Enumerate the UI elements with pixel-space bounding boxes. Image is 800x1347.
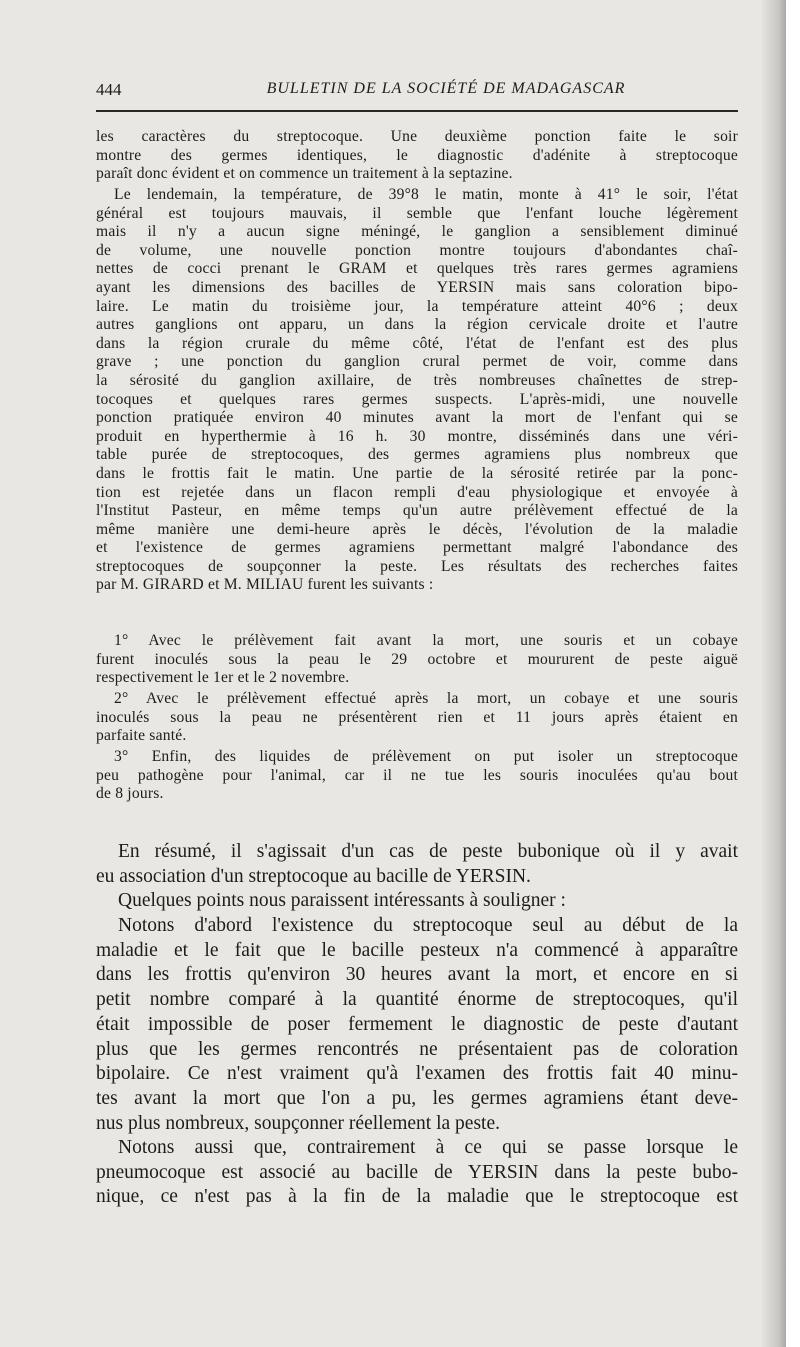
text-line: respectivement le 1er et le 2 novembre. — [96, 669, 350, 687]
text-line: nus plus nombreux, soupçonner réellement la peste. — [96, 1112, 500, 1134]
list-item-result-3 — [96, 748, 738, 804]
text-line: mais il n'y a aucun signe méningé, le ganglion a sensiblement diminué — [96, 223, 738, 241]
paragraph-next-day — [96, 186, 738, 595]
text-line: et l'existence de germes agramiens permettant malgré l'abondance des — [96, 539, 738, 557]
text-line: produit en hyperthermie à 16 h. 30 montre, disséminés dans une véri- — [96, 427, 738, 445]
text-line: ponction pratiquée environ 40 minutes avant la mort de l'enfant qui se — [96, 409, 738, 427]
text-line: tes avant la mort que l'on a pu, les germes agramiens étant deve- — [96, 1087, 738, 1109]
page-header — [96, 80, 736, 106]
text-line: dans les frottis qu'environ 30 heures avant la mort, et encore en si — [96, 964, 738, 986]
text-line: dans la région crurale du même côté, l'état de l'enfant est des plus — [96, 334, 738, 352]
text-line: nique, ce n'est pas à la fin de la maladie que le streptocoque est — [96, 1186, 738, 1208]
list-item-result-1 — [96, 632, 738, 688]
text-line: table purée de streptocoques, des germes agramiens plus nombreux que — [96, 446, 738, 464]
text-line: Notons d'abord l'existence du streptocoque seul au début de la — [118, 915, 738, 936]
text-line: Notons aussi que, contrairement à ce qui se passe lorsque le — [118, 1137, 738, 1158]
paragraph-summary — [96, 840, 738, 889]
text-line: maladie et le fait que le bacille pesteux n'a commencé à apparaître — [96, 939, 738, 961]
paragraph-points — [96, 889, 738, 914]
text-line: pneumocoque est associé au bacille de YERSIN dans la peste bubo- — [96, 1161, 738, 1183]
text-line: grave ; une ponction du ganglion crural permet de voir, comme dans — [96, 353, 738, 371]
text-line: parfaite santé. — [96, 727, 187, 745]
text-line: streptocoques de soupçonner la peste. Les résultats des recherches faites — [96, 557, 738, 575]
running-title: BULLETIN DE LA SOCIÉTÉ DE MADAGASCAR — [266, 80, 626, 97]
text-line: En résumé, il s'agissait d'un cas de peste bubonique où il y avait — [118, 841, 738, 862]
page-edge-shadow — [762, 0, 786, 1347]
text-line: tocoques et quelques rares germes suspects. L'après-midi, une nouvelle — [96, 390, 738, 408]
paragraph-streptococcus-first — [96, 914, 738, 1136]
text-line: de 8 jours. — [96, 785, 164, 803]
text-line: dans le frottis fait le matin. Une partie de la sérosité retirée par la ponc- — [96, 464, 738, 482]
paragraph-case-continued — [96, 128, 738, 184]
header-rule — [96, 110, 738, 112]
text-line: la sérosité du ganglion axillaire, de très nombreuses chaînettes de strep- — [96, 371, 738, 389]
text-line: 3° Enfin, des liquides de prélèvement on put isoler un streptocoque — [114, 748, 738, 765]
text-line: plus que les germes rencontrés ne présentaient pas de coloration — [96, 1038, 738, 1060]
page-number: 444 — [96, 80, 122, 99]
text-line: autres ganglions ont apparu, un dans la région cervicale droite et l'autre — [96, 316, 738, 334]
text-line: était impossible de poser fermement le diagnostic de peste d'autant — [96, 1013, 738, 1035]
text-line: l'Institut Pasteur, en même temps qu'un autre prélèvement effectué de la — [96, 502, 738, 520]
text-line: par M. GIRARD et M. MILIAU furent les suivants : — [96, 576, 434, 594]
text-line: ayant les dimensions des bacilles de YERSIN mais sans coloration bipo- — [96, 278, 738, 296]
text-line: eu association d'un streptocoque au bacille de YERSIN. — [96, 865, 531, 887]
text-line: de volume, une nouvelle ponction montre toujours d'abondantes chaî- — [96, 241, 738, 259]
text-line: général est toujours mauvais, il semble que l'enfant louche légèrement — [96, 204, 738, 222]
text-line: furent inoculés sous la peau le 29 octobre et moururent de peste aiguë — [96, 650, 738, 668]
text-line: montre des germes identiques, le diagnostic d'adénite à streptocoque — [96, 146, 738, 164]
text-line: 2° Avec le prélèvement effectué après la mort, un cobaye et une souris — [114, 690, 738, 707]
list-item-result-2 — [96, 690, 738, 746]
text-line: paraît donc évident et on commence un traitement à la septazine. — [96, 165, 513, 183]
paragraph-pneumococcus — [96, 1136, 738, 1210]
text-line: tion est rejetée dans un flacon rempli d'eau physiologique et envoyée à — [96, 483, 738, 501]
text-line: peu pathogène pour l'animal, car il ne tue les souris inoculées qu'au bout — [96, 766, 738, 784]
text-line: laire. Le matin du troisième jour, la température atteint 40°6 ; deux — [96, 297, 738, 315]
text-line: 1° Avec le prélèvement fait avant la mort, une souris et un cobaye — [114, 632, 738, 649]
text-line: Le lendemain, la température, de 39°8 le matin, monte à 41° le soir, l'état — [114, 186, 738, 203]
text-line: Quelques points nous paraissent intéressants à souligner : — [118, 890, 566, 911]
text-line: bipolaire. Ce n'est vraiment qu'à l'examen des frottis fait 40 minu- — [96, 1063, 738, 1085]
text-line: même manière une demi-heure après le décès, l'évolution de la maladie — [96, 520, 738, 538]
text-line: inoculés sous la peau ne présentèrent rien et 11 jours après étaient en — [96, 708, 738, 726]
text-line: nettes de cocci prenant le GRAM et quelques très rares germes agramiens — [96, 260, 738, 278]
text-line: petit nombre comparé à la quantité énorme de streptocoques, qu'il — [96, 989, 738, 1011]
text-line: les caractères du streptocoque. Une deuxième ponction faite le soir — [96, 128, 738, 145]
